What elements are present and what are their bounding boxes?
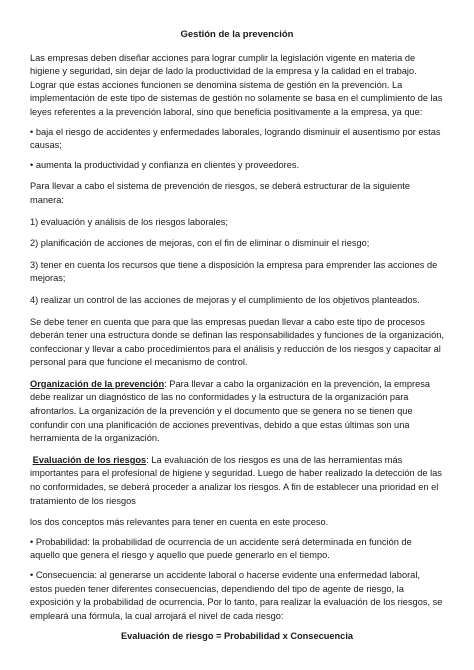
organization-heading: Organización de la prevención: [30, 378, 165, 389]
step-3: 3) tener en cuenta los recursos que tiene a disposición la empresa para emprender las acciones de mejoras;: [30, 259, 438, 284]
step-4: 4) realizar un control de las acciones de mejoras y el cumplimiento de los objetivos planteados.: [30, 294, 420, 305]
evaluation-heading: Evaluación de los riesgos: [32, 454, 147, 465]
evaluation-text: : La evaluación de los riesgos es una de las herramientas más importantes para el profesional de higiene y seguridad. Luego de haber realizado la detección de las no conformidades, se deberá proceder a analizar los riesgos. A fin de establecer una prioridad en el tratamiento de los riesgos: [30, 454, 442, 506]
step-1: 1) evaluación y análisis de los riesgos laborales;: [30, 216, 228, 227]
intro-paragraph: Las empresas deben diseñar acciones para lograr cumplir la legislación vigente en materia de higiene y seguridad, sin dejar de lado la productividad de la empresa y la calidad en el trabajo. Lograr que estas acciones funcionen se denomina sistema de gestión en la prevención. La implementación de este tipo de sistemas de gestión no solamente se basa en el cumplimiento de las leyes referentes a la prevención laboral, sino que beneficia positivamente a la empresa, ya que:: [30, 52, 443, 117]
concepts-paragraph: los dos conceptos más relevantes para tener en cuenta en este proceso.: [30, 517, 329, 528]
responsibility-paragraph: Se debe tener en cuenta que para que las empresas puedan llevar a cabo este tipo de procesos deberán tener una estructura donde se definan las responsabilidades y funciones de la organización, confeccionar y llevar a cabo procedimientos para el análisis y reducción de los riesgos y capacitar al personal para que funcione el mecanismo de control.: [30, 316, 444, 368]
organization-paragraph: [30, 378, 444, 446]
document-title: Gestión de la prevención: [180, 29, 294, 40]
consequence-bullet: • Consecuencia: al generarse un accidente laboral o hacerse evidente una enfermedad laboral, estos pueden tener diferentes consecuencias, dependiendo del tipo de agente de riesgo, la exposición y la probabilidad de ocurrencia. Por lo tanto, para realizar la evaluación de los riesgos, se empleará una fórmula, la cual arrojará el nivel de cada riesgo:: [30, 569, 444, 623]
risk-formula: Evaluación de riesgo = Probabilidad x Consecuencia: [120, 631, 354, 642]
benefit-bullet-2: • aumenta la productividad y confianza en clientes y proveedores.: [30, 159, 444, 173]
evaluation-paragraph: [30, 454, 444, 508]
structure-paragraph: Para llevar a cabo el sistema de prevención de riesgos, se deberá estructurar de la siguiente manera:: [30, 181, 410, 205]
organization-text: : Para llevar a cabo la organización en la prevención, la empresa debe realizar un diagnóstico de las no conformidades y la estructura de la organización para afrontarlos. La organización de la prevención y el documento que se genera no se tienen que confundir con una planificación de acciones preventivas, debido a que estas últimas son una herramienta de la organización.: [30, 378, 431, 444]
benefit-bullet-1: • baja el riesgo de accidentes y enfermedades laborales, logrando disminuir el ausentismo por estas causas;: [30, 126, 444, 153]
probability-bullet: • Probabilidad: la probabilidad de ocurrencia de un accidente será determinada en función de aquello que genera el riesgo y aquello que puede generarlo en el tiempo.: [30, 536, 444, 563]
step-2: 2) planificación de acciones de mejoras, con el fin de eliminar o disminuir el riesgo;: [30, 238, 370, 249]
